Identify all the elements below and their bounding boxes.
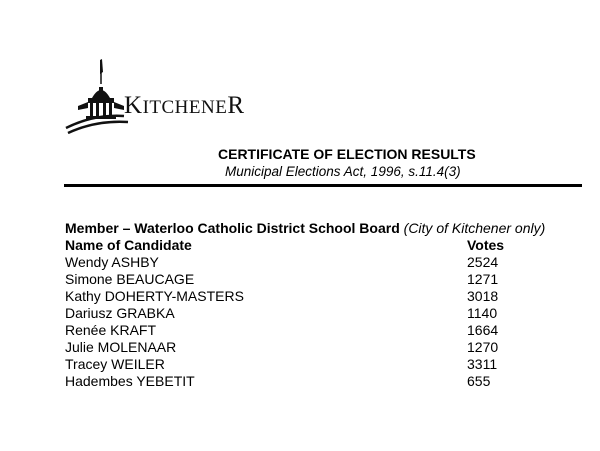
table-row — [65, 288, 585, 305]
column-header-name: Name of Candidate — [65, 237, 192, 253]
table-row — [65, 271, 585, 288]
column-header-votes: Votes — [467, 237, 505, 253]
race-scope: (City of Kitchener only) — [403, 220, 546, 236]
table-row — [65, 373, 585, 390]
candidate-votes: 655 — [467, 373, 491, 389]
candidate-votes: 1140 — [467, 305, 498, 321]
candidate-name: Simone BEAUCAGE — [65, 271, 195, 287]
logo-wordmark: KITCHENER — [124, 92, 245, 119]
race-office: Member – Waterloo Catholic District School Board — [65, 220, 400, 236]
table-row — [65, 339, 585, 356]
table-row — [65, 254, 585, 271]
candidate-name: Kathy DOHERTY-MASTERS — [65, 288, 244, 304]
candidate-name: Wendy ASHBY — [65, 254, 159, 270]
candidate-name: Renée KRAFT — [65, 322, 157, 338]
certificate-subtitle: Municipal Elections Act, 1996, s.11.4(3) — [225, 164, 461, 179]
candidate-votes: 3018 — [467, 288, 499, 304]
table-row — [65, 356, 585, 373]
results-table — [65, 254, 585, 390]
candidate-votes: 1271 — [467, 271, 499, 287]
candidate-votes: 3311 — [467, 356, 498, 372]
candidate-name: Dariusz GRABKA — [65, 305, 175, 321]
race-heading — [65, 220, 545, 236]
header-divider — [64, 184, 582, 187]
candidate-name: Tracey WEILER — [65, 356, 165, 372]
candidate-votes: 1664 — [467, 322, 499, 338]
table-row — [65, 322, 585, 339]
kitchener-logo — [64, 58, 254, 134]
certificate-title: CERTIFICATE OF ELECTION RESULTS — [218, 146, 476, 162]
candidate-name: Julie MOLENAAR — [65, 339, 177, 355]
table-row — [65, 305, 585, 322]
candidate-votes: 2524 — [467, 254, 499, 270]
candidate-votes: 1270 — [467, 339, 499, 355]
candidate-name: Hadembes YEBETIT — [65, 373, 195, 389]
